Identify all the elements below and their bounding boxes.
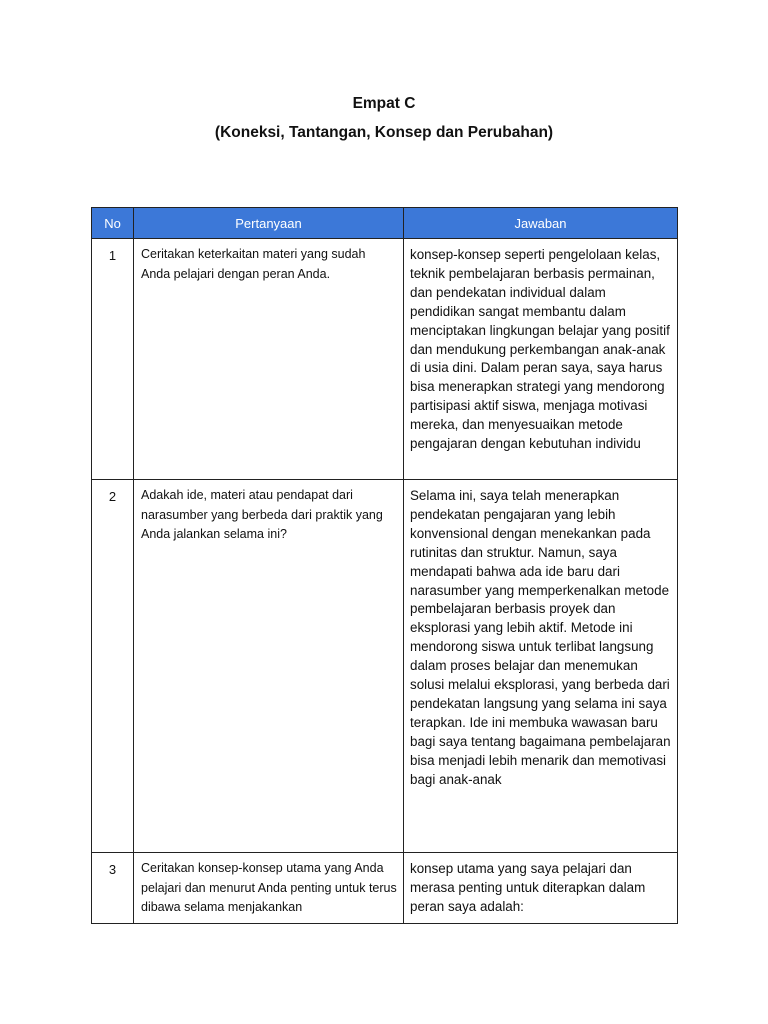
document-title: Empat C (352, 95, 416, 112)
question-cell: Ceritakan keterkaitan materi yang sudah Anda pelajari dengan peran Anda. (134, 239, 404, 480)
answer-cell: konsep-konsep seperti pengelolaan kelas, teknik pembelajaran berbasis permainan, dan pendekatan individual dalam pendidikan sangat membantu dalam menciptakan lingkungan belajar yang positif dan mendukung perkembangan anak-anak di usia dini. Dalam peran saya, saya harus bisa menerapkan strategi yang mendorong partisipasi aktif siswa, menjaga motivasi mereka, dan menyesuaikan metode pengajaran dengan kebutuhan individu (404, 239, 678, 480)
question-cell: Adakah ide, materi atau pendapat dari narasumber yang berbeda dari praktik yang Anda jalankan selama ini? (134, 480, 404, 853)
question-cell: Ceritakan konsep-konsep utama yang Anda pelajari dan menurut Anda penting untuk terus dibawa selama menjakankan (134, 853, 404, 924)
row-number: 2 (92, 480, 134, 853)
row-number: 1 (92, 239, 134, 480)
document-subtitle: (Koneksi, Tantangan, Konsep dan Perubahan) (214, 124, 554, 141)
answer-cell: Selama ini, saya telah menerapkan pendekatan pengajaran yang lebih konvensional dengan menekankan pada rutinitas dan struktur. Namun, saya mendapati bahwa ada ide baru dari narasumber yang memperkenalkan metode pembelajaran berbasis proyek dan eksplorasi yang lebih aktif. Metode ini mendorong siswa untuk terlibat langsung dalam proses belajar dan menemukan solusi melalui eksplorasi, yang berbeda dari pendekatan langsung yang selama ini saya terapkan. Ide ini membuka wawasan baru bagi saya tentang bagaimana pembelajaran bisa menjadi lebih menarik dan memotivasi bagi anak-anak (404, 480, 678, 853)
header-question: Pertanyaan (134, 208, 404, 239)
table-header-row (92, 208, 678, 239)
answer-cell: konsep utama yang saya pelajari dan merasa penting untuk diterapkan dalam peran saya adalah: (404, 853, 678, 924)
header-no: No (92, 208, 134, 239)
table-row (92, 239, 678, 480)
header-answer: Jawaban (404, 208, 678, 239)
row-number: 3 (92, 853, 134, 924)
reflection-table (91, 207, 678, 924)
table-row (92, 480, 678, 853)
table-row (92, 853, 678, 924)
